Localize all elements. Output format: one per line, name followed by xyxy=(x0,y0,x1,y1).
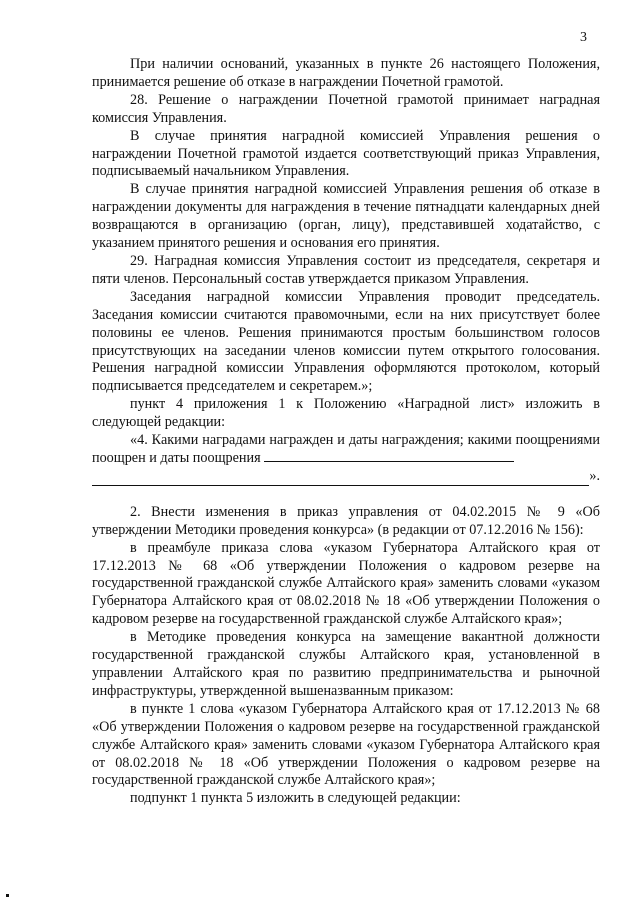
paragraph: в Методике проведения конкурса на замещение вакантной должности государственной гражданской службы Алтайского края, установленной в управлении Алтайского края по развитию предпринимательства и рыночной инфраструктуры, утвержденной вышеназванным приказом: xyxy=(92,629,600,699)
paragraph: В случае принятия наградной комиссией Управления решения об отказе в награждении документы для награждения в течение пятнадцати календарных дней возвращаются в организацию (орган, лицу), представившей ходатайство, с указанием принятого решения и основания его принятия. xyxy=(92,181,600,252)
closing-quote: ». xyxy=(589,467,600,484)
paragraph: В случае принятия наградной комиссией Управления решения о награждении Почетной грамотой издается соответствующий приказ Управления, подписываемый начальником Управления. xyxy=(92,127,600,180)
paragraph: в преамбуле приказа слова «указом Губернатора Алтайского края от 17.12.2013 № 68 «Об утверждении Положения о кадровом резерве на государственной гражданской службе Алтайского края» заменить словами «указом Губернатора Алтайского края от 08.02.2018 № 18 «Об утверждении Положения о кадровом резерве на государственной гражданской службе Алтайского края»; xyxy=(92,539,600,628)
paragraph: пункт 4 приложения 1 к Положению «Наградной лист» изложить в следующей редакции: xyxy=(92,396,600,431)
paragraph: 28. Решение о награждении Почетной грамотой принимает наградная комиссия Управления. xyxy=(92,91,600,126)
fill-in-line xyxy=(264,450,514,462)
paragraph: 2. Внести изменения в приказ управления от 04.02.2015 № 9 «Об утверждении Методики проведения конкурса» (в редакции от 07.12.2016 № 156): xyxy=(92,503,600,538)
award-list-item-4-text: «4. Какими наградами награжден и даты награждения; какими поощрениями поощрен и даты поощрения xyxy=(92,432,600,466)
paragraph: Заседания наградной комиссии Управления проводит председатель. Заседания комиссии считаются правомочными, если на них присутствует более половины ее членов. Решения принимаются простым большинством голосов присутствующих на заседании членов комиссии путем открытого голосования. Решения наградной комиссии Управления оформляются протоколом, который подписывается председателем и секретарем.»; xyxy=(92,288,600,395)
document-body xyxy=(92,56,600,808)
paragraph: в пункте 1 слова «указом Губернатора Алтайского края от 17.12.2013 № 68 «Об утверждении Положения о кадровом резерве на государственной гражданской службе Алтайского края» заменить словами «указом Губернатора Алтайского края от 08.02.2018 № 18 «Об утверждении Положения о кадровом резерве на государственной гражданской службе Алтайского края»; xyxy=(92,700,600,789)
paragraph: подпункт 1 пункта 5 изложить в следующей редакции: xyxy=(130,790,461,807)
paragraph: 29. Наградная комиссия Управления состоит из председателя, секретаря и пяти членов. Персональный состав утверждается приказом Управления. xyxy=(92,252,600,287)
scan-mark xyxy=(6,894,9,897)
fill-in-line-full xyxy=(92,468,600,486)
fill-in-line xyxy=(92,474,589,486)
paragraph: При наличии оснований, указанных в пункте 26 настоящего Положения, принимается решение об отказе в награждении Почетной грамотой. xyxy=(92,56,600,90)
award-list-item-4 xyxy=(92,432,600,468)
page-number: 3 xyxy=(580,30,587,45)
